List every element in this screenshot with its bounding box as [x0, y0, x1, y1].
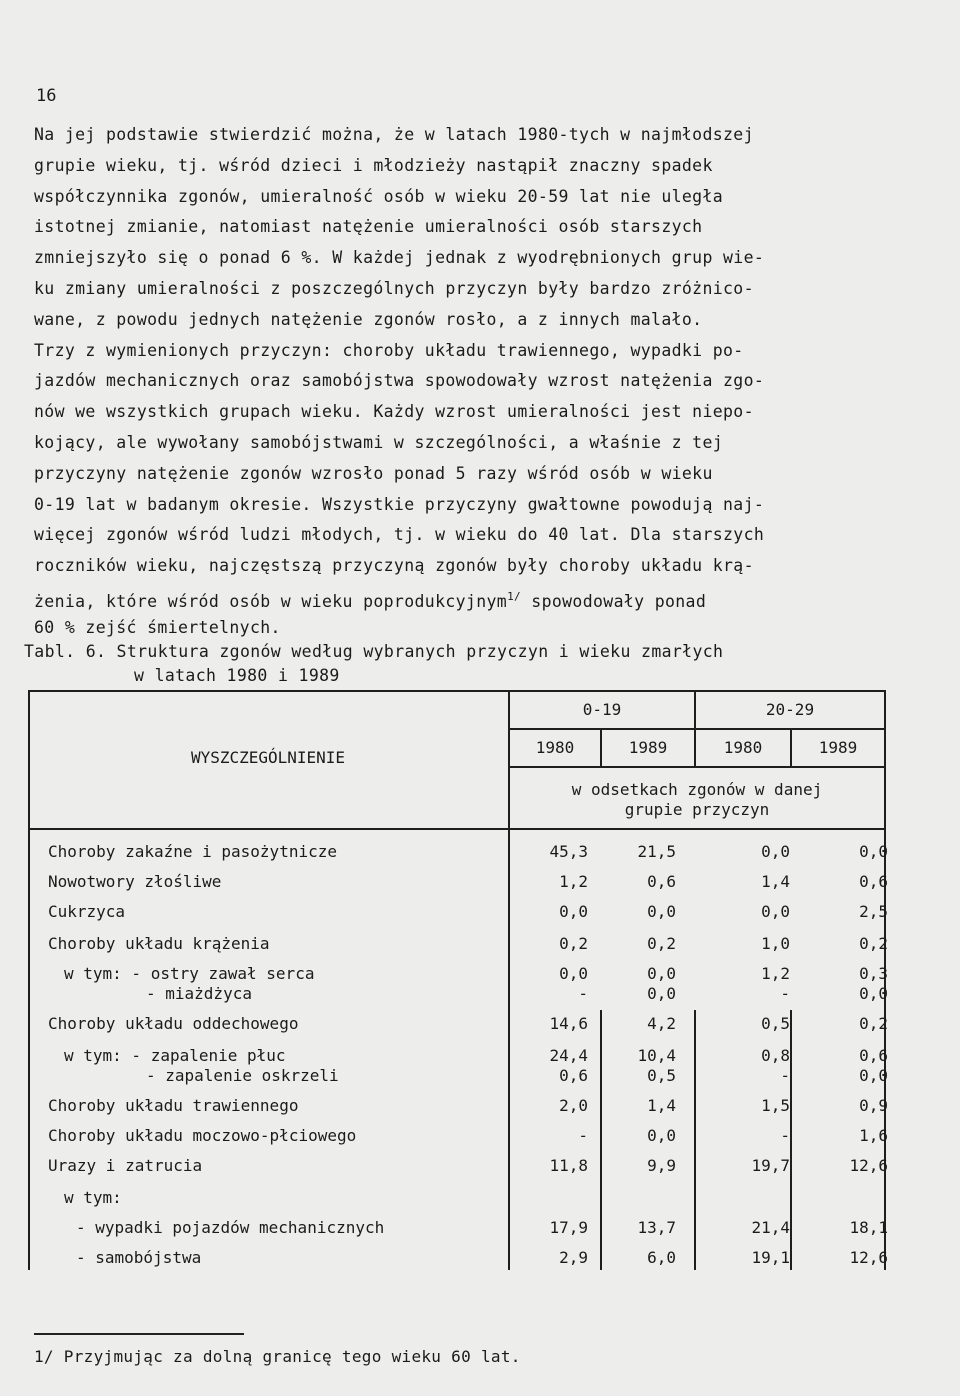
value-cell: 0,2 — [859, 934, 888, 953]
paragraph-line: współczynnika zgonów, umieralność osób w wieku 20-59 lat nie uległa — [34, 186, 724, 206]
value-cell: 12,6 — [849, 1248, 888, 1267]
year-header: 1989 — [818, 738, 858, 757]
row-label: - zapalenie oskrzeli — [146, 1066, 339, 1085]
value-cell: 1,4 — [761, 872, 790, 891]
value-cell: 1,6 — [859, 1126, 888, 1145]
value-cell: 0,2 — [859, 1014, 888, 1033]
paragraph-line: roczników wieku, najczęstszą przyczyną zgonów były choroby układu krą- — [34, 556, 754, 576]
caption-line: Tabl. 6. Struktura zgonów według wybranych przyczyn i wieku zmarłych — [24, 642, 724, 661]
value-cell: 4,2 — [647, 1014, 676, 1033]
footnote-ref: 1/ — [507, 589, 522, 603]
value-cell: 12,6 — [849, 1156, 888, 1175]
value-cell: 17,9 — [549, 1218, 588, 1237]
year-header: 1980 — [535, 738, 575, 757]
value-cell: 9,9 — [647, 1156, 676, 1175]
value-cell: 6,0 — [647, 1248, 676, 1267]
value-cell: 24,4 — [549, 1046, 588, 1065]
value-cell: 0,0 — [647, 964, 676, 983]
value-cell: 0,0 — [761, 842, 790, 861]
value-cell: 0,0 — [647, 1126, 676, 1145]
paragraph-line: Na jej podstawie stwierdzić można, że w latach 1980-tych w najmłodszej — [34, 125, 754, 144]
value-cell: 0,0 — [647, 902, 676, 921]
table-caption — [24, 640, 924, 688]
value-cell: 11,8 — [549, 1156, 588, 1175]
value-cell: 45,3 — [549, 842, 588, 861]
paragraph-line: więcej zgonów wśród ludzi młodych, tj. w wieku do 40 lat. Dla starszych — [34, 525, 765, 545]
paragraph-line: ku zmiany umieralności z poszczególnych przyczyn były bardzo zróżnico- — [34, 278, 754, 298]
value-cell: 0,2 — [559, 934, 588, 953]
paragraph-line: przyczyny natężenie zgonów wzrosło ponad 5 razy wśród osób w wieku — [34, 463, 713, 483]
value-cell: 0,0 — [859, 984, 888, 1003]
row-label: Choroby układu moczowo-płciowego — [48, 1126, 357, 1145]
value-cell: 0,8 — [761, 1046, 790, 1065]
row-label: w tym: — [64, 1188, 122, 1207]
value-cell: 0,6 — [859, 1046, 888, 1065]
row-label: Choroby zakaźne i pasożytnicze — [48, 842, 337, 861]
row-label: - miażdżyca — [146, 984, 252, 1003]
value-cell: 0,9 — [859, 1096, 888, 1115]
footnote: 1/ Przyjmując za dolną granicę tego wieku 60 lat. — [34, 1347, 521, 1366]
value-cell: 0,0 — [859, 842, 888, 861]
value-cell: 0,2 — [647, 934, 676, 953]
value-cell: 0,0 — [761, 902, 790, 921]
row-label: Choroby układu trawiennego — [48, 1096, 299, 1115]
value-cell: 21,5 — [637, 842, 676, 861]
value-cell: 0,0 — [559, 964, 588, 983]
paragraph-line: 60 % zejść śmiertelnych. — [34, 617, 281, 637]
data-table — [28, 690, 888, 1270]
year-header: 1980 — [723, 738, 763, 757]
row-label: Choroby układu oddechowego — [48, 1014, 299, 1033]
value-cell: 2,0 — [559, 1096, 588, 1115]
value-cell: 1,0 — [761, 934, 790, 953]
paragraph-line: jazdów mechanicznych oraz samobójstwa spowodowały wzrost natężenia zgo- — [34, 371, 765, 391]
paragraph-line: żenia, które wśród osób w wieku poprodukcyjnym$^{1/}$ spowodowały ponad — [34, 589, 707, 611]
value-cell: 0,5 — [647, 1066, 676, 1085]
value-cell: 1,2 — [761, 964, 790, 983]
value-cell: - — [578, 984, 588, 1003]
row-label: - wypadki pojazdów mechanicznych — [76, 1218, 385, 1237]
footnote-rule — [34, 1333, 244, 1335]
value-cell: 0,5 — [761, 1014, 790, 1033]
value-cell: 18,1 — [849, 1218, 888, 1237]
value-cell: - — [780, 1126, 790, 1145]
paragraph-line: zmniejszyło się o ponad 6 %. W każdej jednak z wyodrębnionych grup wie- — [34, 248, 765, 268]
value-cell: 19,1 — [751, 1248, 790, 1267]
row-label: w tym: - zapalenie płuc — [64, 1046, 286, 1065]
value-cell: 0,6 — [647, 872, 676, 891]
row-label: Urazy i zatrucia — [48, 1156, 203, 1175]
value-cell: 0,6 — [559, 1066, 588, 1085]
row-label: Cukrzyca — [48, 902, 126, 921]
row-label: - samobójstwa — [76, 1248, 202, 1267]
value-cell: 1,4 — [647, 1096, 676, 1115]
value-cell: 0,0 — [559, 902, 588, 921]
value-cell: 14,6 — [549, 1014, 588, 1033]
value-cell: 1,5 — [761, 1096, 790, 1115]
paragraph-line: 0-19 lat w badanym okresie. Wszystkie przyczyny gwałtowne powodują naj- — [34, 494, 765, 514]
value-cell: 13,7 — [637, 1218, 676, 1237]
value-cell: - — [578, 1126, 588, 1145]
unit-header: w odsetkach zgonów w danej — [571, 780, 823, 799]
paragraph-line: Trzy z wymienionych przyczyn: choroby układu trawiennego, wypadki po- — [34, 340, 744, 360]
paragraph-line: nów we wszystkich grupach wieku. Każdy wzrost umieralności jest niepo- — [34, 402, 754, 422]
paragraph-line: kojący, ale wywołany samobójstwami w szczególności, a właśnie z tej — [34, 432, 724, 452]
value-cell: - — [780, 1066, 790, 1085]
unit-header: grupie przyczyn — [624, 800, 770, 819]
value-cell: 0,6 — [859, 872, 888, 891]
row-label: w tym: - ostry zawał serca — [64, 964, 315, 983]
value-cell: 21,4 — [751, 1218, 790, 1237]
age-group-header: 0-19 — [582, 700, 622, 719]
value-cell: 0,0 — [859, 1066, 888, 1085]
value-cell: 2,5 — [859, 902, 888, 921]
value-cell: 1,2 — [559, 872, 588, 891]
paragraph-line: grupie wieku, tj. wśród dzieci i młodzieży nastąpił znaczny spadek — [34, 155, 713, 175]
page-number: 16 — [36, 86, 57, 106]
value-cell: - — [780, 984, 790, 1003]
age-group-header: 20-29 — [765, 700, 815, 719]
stub-header: WYSZCZEGÓLNIENIE — [190, 748, 346, 767]
value-cell: 19,7 — [751, 1156, 790, 1175]
row-label: Nowotwory złośliwe — [48, 872, 222, 891]
value-cell: 0,0 — [647, 984, 676, 1003]
row-label: Choroby układu krążenia — [48, 934, 270, 953]
paragraph-line: istotnej zmianie, natomiast natężenie umieralności osób starszych — [34, 217, 703, 237]
value-cell: 10,4 — [637, 1046, 676, 1065]
value-cell: 2,9 — [559, 1248, 588, 1267]
year-header: 1989 — [628, 738, 668, 757]
paragraph-line: wane, z powodu jednych natężenie zgonów rosło, a z innych malało. — [34, 309, 703, 329]
value-cell: 0,3 — [859, 964, 888, 983]
caption-line: w latach 1980 i 1989 — [134, 666, 340, 685]
body-paragraph — [34, 120, 904, 644]
